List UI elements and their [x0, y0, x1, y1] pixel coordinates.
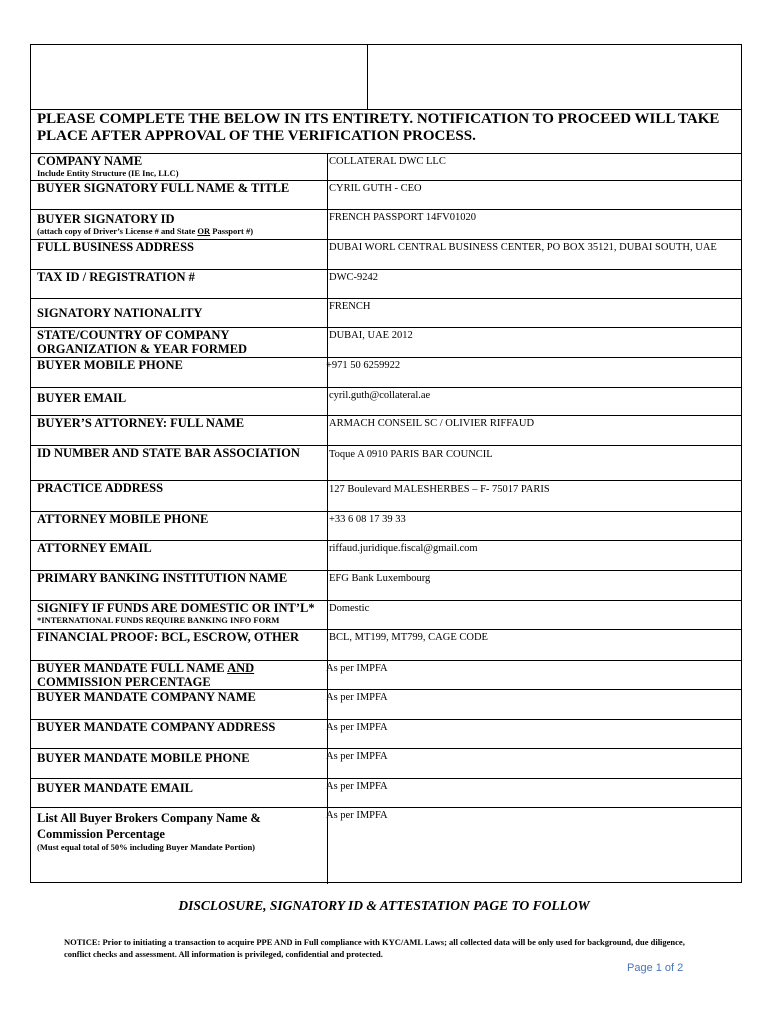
- row-company-name: [31, 154, 741, 181]
- field-label: BUYER MANDATE EMAIL: [37, 781, 194, 795]
- field-value[interactable]: DUBAI WORL CENTRAL BUSINESS CENTER, PO BOX 35121, DUBAI SOUTH, UAE: [329, 242, 717, 253]
- row-buyer-email: [31, 388, 741, 416]
- row-buyer-mandate-phone: [31, 749, 741, 779]
- field-value[interactable]: ARMACH CONSEIL SC / OLIVIER RIFFAUD: [329, 418, 535, 429]
- field-value[interactable]: Toque A 0910 PARIS BAR COUNCIL: [329, 449, 493, 460]
- field-sublabel: *INTERNATIONAL FUNDS REQUIRE BANKING INFO FORM: [37, 615, 280, 625]
- field-value[interactable]: CYRIL GUTH - CEO: [329, 183, 422, 194]
- row-attorney-mobile-phone: [31, 512, 741, 541]
- field-sublabel: (Must equal total of 50% including Buyer Mandate Portion): [37, 842, 256, 852]
- field-value[interactable]: As per IMPFA: [326, 751, 388, 762]
- field-label: PRACTICE ADDRESS: [37, 481, 164, 495]
- field-label: FINANCIAL PROOF: BCL, ESCROW, OTHER: [37, 630, 300, 644]
- field-label: COMPANY NAME: [37, 154, 143, 168]
- field-label: BUYER MOBILE PHONE: [37, 358, 183, 372]
- field-label: BUYER EMAIL: [37, 391, 127, 405]
- field-label: BUYER MANDATE MOBILE PHONE: [37, 751, 250, 765]
- form-table: [30, 44, 742, 883]
- page-number: Page 1 of 2: [627, 962, 684, 974]
- field-value[interactable]: As per IMPFA: [326, 810, 388, 821]
- row-buyer-signatory-name: [31, 181, 741, 210]
- field-sublabel-underlined: OR: [197, 226, 211, 236]
- field-sublabel: Include Entity Structure (IE Inc, LLC): [37, 168, 179, 178]
- row-funds-domestic-intl: [31, 601, 741, 630]
- field-label: List All Buyer Brokers Company Name & Commission Percentage: [37, 811, 261, 841]
- row-buyer-mandate-email: [31, 779, 741, 808]
- field-value[interactable]: DWC-9242: [329, 272, 378, 283]
- field-label: ATTORNEY EMAIL: [37, 541, 152, 555]
- row-full-business-address: [31, 240, 741, 270]
- field-sublabel: (attach copy of Driver’s License # and State: [37, 226, 198, 236]
- field-value[interactable]: FRENCH PASSPORT 14FV01020: [329, 212, 477, 223]
- row-attorney-email: [31, 541, 741, 571]
- field-value[interactable]: As per IMPFA: [326, 663, 388, 674]
- row-state-country-organization: [31, 328, 741, 358]
- field-value[interactable]: +33 6 08 17 39 33: [329, 514, 406, 525]
- disclosure-heading: DISCLOSURE, SIGNATORY ID & ATTESTATION PAGE TO FOLLOW: [178, 898, 590, 913]
- field-value[interactable]: cyril.guth@collateral.ae: [329, 390, 431, 401]
- field-label: BUYER MANDATE COMPANY ADDRESS: [37, 720, 276, 734]
- field-label: BUYER SIGNATORY FULL NAME & TITLE: [37, 181, 290, 195]
- header-blank-row: [31, 45, 741, 110]
- row-buyer-mobile-phone: [31, 358, 741, 388]
- instruction-text: PLEASE COMPLETE THE BELOW IN ITS ENTIRETY. NOTIFICATION TO PROCEED WILL TAKE PLACE AFTER APPROVAL OF THE VERIFICATION PROCESS.: [31, 109, 741, 154]
- field-label: ID NUMBER AND STATE BAR ASSOCIATION: [37, 446, 300, 460]
- row-practice-address: [31, 481, 741, 512]
- row-buyer-brokers: [31, 808, 741, 884]
- field-value[interactable]: Domestic: [329, 603, 370, 614]
- row-signatory-nationality: [31, 299, 741, 328]
- row-financial-proof: [31, 630, 741, 661]
- field-label: TAX ID / REGISTRATION #: [37, 270, 195, 284]
- field-value[interactable]: FRENCH: [329, 301, 371, 312]
- field-label: SIGNIFY IF FUNDS ARE DOMESTIC OR INT’L*: [37, 601, 315, 615]
- field-value[interactable]: As per IMPFA: [326, 692, 388, 703]
- field-value[interactable]: riffaud.juridique.fiscal@gmail.com: [329, 543, 478, 554]
- field-value[interactable]: COLLATERAL DWC LLC: [329, 156, 446, 167]
- field-value[interactable]: 127 Boulevard MALESHERBES – F- 75017 PARIS: [329, 484, 550, 495]
- header-divider: [367, 45, 368, 109]
- field-label: BUYER SIGNATORY ID: [37, 212, 175, 226]
- row-buyer-mandate-address: [31, 720, 741, 749]
- field-label: BUYER’S ATTORNEY: FULL NAME: [37, 416, 245, 430]
- field-value[interactable]: BCL, MT199, MT799, CAGE CODE: [329, 632, 488, 643]
- field-label: SIGNATORY NATIONALITY: [37, 306, 203, 320]
- row-buyer-mandate-company: [31, 690, 741, 720]
- field-label: ATTORNEY MOBILE PHONE: [37, 512, 209, 526]
- field-label: FULL BUSINESS ADDRESS: [37, 240, 195, 254]
- field-sublabel-tail: Passport #): [210, 226, 254, 236]
- field-label: BUYER MANDATE FULL NAME: [37, 661, 228, 675]
- row-buyer-signatory-id: [31, 210, 741, 240]
- row-id-number-bar: [31, 446, 741, 481]
- privacy-notice: NOTICE: Prior to initiating a transaction to acquire PPE AND in Full compliance with KYC/AML Laws; all collected data will be only used for background, due diligence, conflict checks and assessment. All information is privileged, confidential and protected.: [64, 937, 685, 959]
- field-label-underlined: AND: [227, 661, 255, 675]
- row-buyer-attorney-name: [31, 416, 741, 446]
- row-primary-banking: [31, 571, 741, 601]
- field-value[interactable]: As per IMPFA: [326, 781, 388, 792]
- field-label: STATE/COUNTRY OF COMPANY ORGANIZATION & YEAR FORMED: [37, 328, 248, 356]
- row-buyer-mandate-name: [31, 661, 741, 690]
- field-label: PRIMARY BANKING INSTITUTION NAME: [37, 571, 288, 585]
- field-value[interactable]: DUBAI, UAE 2012: [329, 330, 413, 341]
- field-value[interactable]: +971 50 6259922: [326, 360, 401, 371]
- field-label: BUYER MANDATE COMPANY NAME: [37, 690, 256, 704]
- field-label-tail: COMMISSION PERCENTAGE: [37, 675, 211, 689]
- field-value[interactable]: EFG Bank Luxembourg: [329, 573, 431, 584]
- row-tax-id: [31, 270, 741, 299]
- field-value[interactable]: As per IMPFA: [326, 722, 388, 733]
